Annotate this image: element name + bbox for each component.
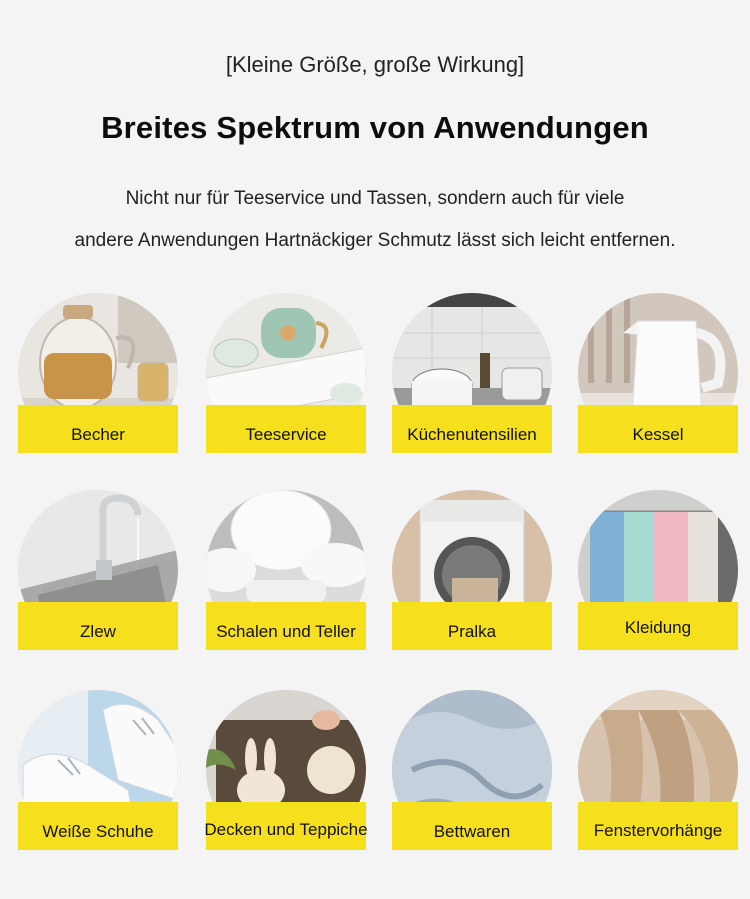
grid-item-becher — [18, 293, 178, 453]
item-label: Becher — [71, 425, 125, 444]
grid-item-teeservice — [206, 293, 366, 453]
grid-item-kleidung — [578, 490, 738, 650]
item-label: Kleidung — [624, 618, 692, 637]
grid-item-fenstervorhaenge — [578, 690, 738, 850]
item-label: Zlew — [80, 622, 116, 641]
description-line-2: andere Anwendungen Hartnäckiger Schmutz lässt sich leicht entfernen. — [74, 230, 676, 251]
item-label: Schalen und Teller — [216, 622, 356, 641]
grid-item-kuechenutensilien — [392, 293, 552, 453]
grid-item-weisse-schuhe — [18, 690, 178, 850]
item-label: Weiße Schuhe — [42, 822, 154, 841]
tagline: [Kleine Größe, große Wirkung] — [225, 52, 525, 77]
item-label: Teeservice — [245, 425, 327, 444]
description-line-1: Nicht nur für Teeservice und Tassen, sondern auch für viele — [125, 188, 625, 209]
page-title: Breites Spektrum von Anwendungen — [101, 110, 649, 145]
grid-item-bettwaren — [392, 690, 552, 850]
item-label: Fenstervorhänge — [593, 821, 723, 840]
grid-item-zlew — [18, 490, 178, 650]
item-label: Bettwaren — [433, 822, 511, 841]
item-label: Pralka — [447, 622, 497, 641]
grid-item-kessel — [578, 293, 738, 453]
item-label: Decken und Teppiche — [204, 820, 368, 839]
item-label: Kessel — [632, 425, 684, 444]
grid-item-schalen-und-teller — [206, 490, 366, 650]
item-label: Küchenutensilien — [407, 425, 537, 444]
grid-item-decken-und-teppiche — [206, 690, 366, 850]
grid-item-pralka — [392, 490, 552, 650]
